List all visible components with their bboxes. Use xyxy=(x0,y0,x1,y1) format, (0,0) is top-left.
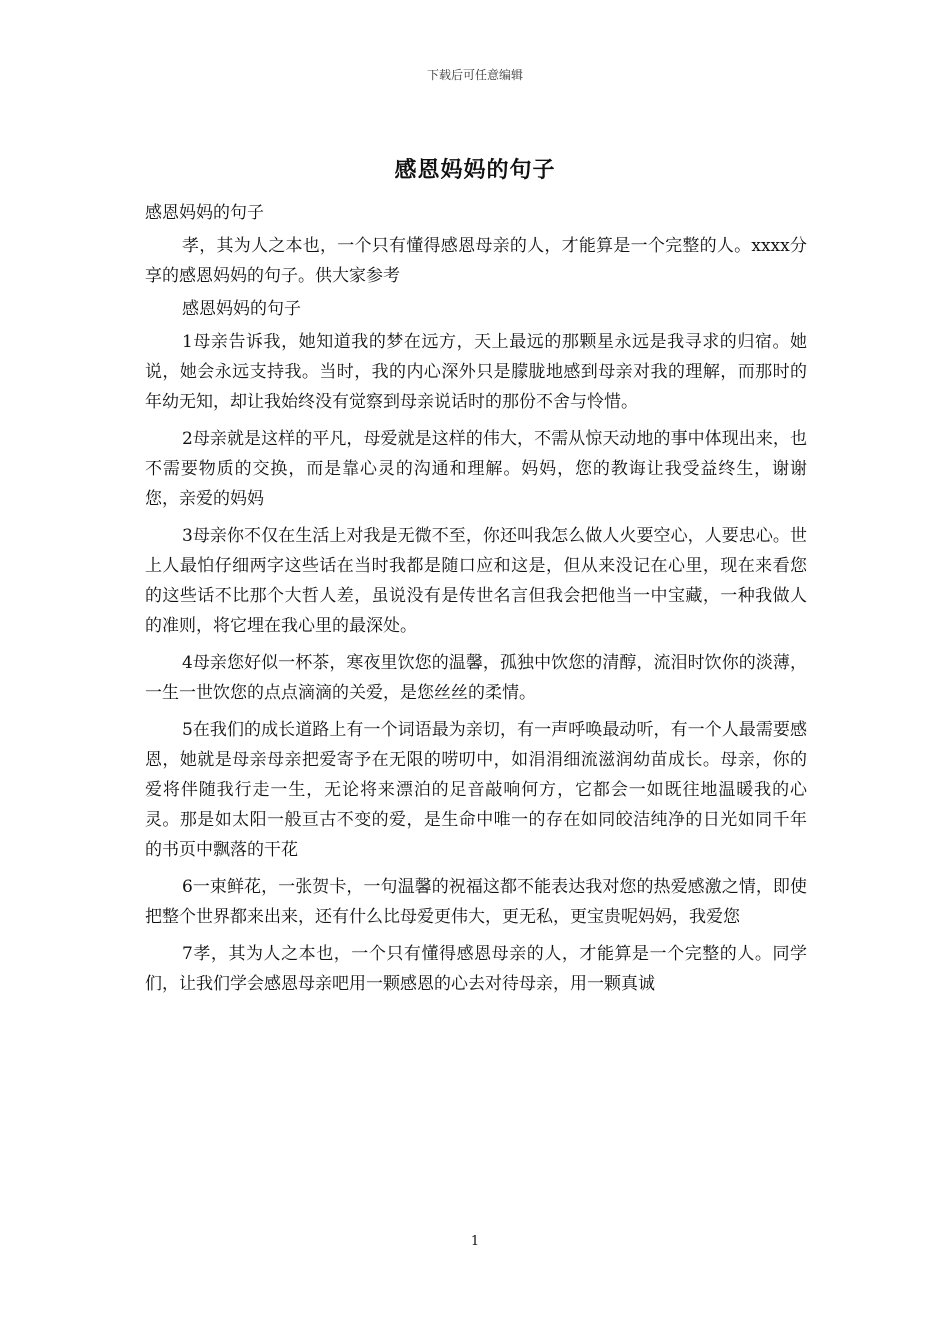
document-title: 感恩妈妈的句子 xyxy=(394,158,556,183)
page-number: 1 xyxy=(470,1234,480,1249)
header-note: 下载后可任意编辑 xyxy=(426,68,523,82)
paragraph-1: 1母亲告诉我，她知道我的梦在远方，天上最远的那颗星永远是我寻求的归宿。她说，她会永远支持我。当时，我的内心深外只是朦胧地感到母亲对我的理解，而那时的年幼无知，却让我始终没有觉察到母亲说话时的那份不舍与怜惜。 xyxy=(145,332,807,412)
section-heading: 感恩妈妈的句子 xyxy=(182,299,301,319)
paragraph-7: 7孝，其为人之本也，一个只有懂得感恩母亲的人，才能算是一个完整的人。同学们，让我们学会感恩母亲吧用一颗感恩的心去对待母亲，用一颗真诚 xyxy=(145,944,807,994)
document-body xyxy=(145,198,807,1006)
paragraph-3: 3母亲你不仅在生活上对我是无微不至，你还叫我怎么做人火要空心，人要忠心。世上人最怕仔细两字这些话在当时我都是随口应和这是，但从来没记在心里，现在来看您的这些话不比那个大哲人差，虽说没有是传世名言但我会把他当一中宝藏，一种我做人的准则，将它埋在我心里的最深处。 xyxy=(145,526,807,636)
paragraph-4: 4母亲您好似一杯茶，寒夜里饮您的温馨，孤独中饮您的清醇，流泪时饮你的淡薄，一生一世饮您的点点滴滴的关爱，是您丝丝的柔情。 xyxy=(145,653,807,703)
subtitle: 感恩妈妈的句子 xyxy=(145,203,264,223)
paragraph-2: 2母亲就是这样的平凡，母爱就是这样的伟大，不需从惊天动地的事中体现出来，也不需要物质的交换，而是靠心灵的沟通和理解。妈妈，您的教诲让我受益终生，谢谢您，亲爱的妈妈 xyxy=(145,429,807,509)
paragraph-5: 5在我们的成长道路上有一个词语最为亲切，有一声呼唤最动听，有一个人最需要感恩，她就是母亲母亲把爱寄予在无限的唠叨中，如涓涓细流滋润幼苗成长。母亲，你的爱将伴随我行走一生，无论将来漂泊的足音敲响何方，它都会一如既往地温暖我的心灵。那是如太阳一般亘古不变的爱，是生命中唯一的存在如同皎洁纯净的日光如同千年的书页中飘落的干花 xyxy=(145,720,807,860)
paragraph-6: 6一束鲜花，一张贺卡，一句温馨的祝福这都不能表达我对您的热爱感激之情，即使把整个世界都来出来，还有什么比母爱更伟大，更无私，更宝贵呢妈妈，我爱您 xyxy=(145,877,807,927)
intro-paragraph: 孝，其为人之本也，一个只有懂得感恩母亲的人，才能算是一个完整的人。xxxx分享的感恩妈妈的句子。供大家参考 xyxy=(145,236,807,286)
